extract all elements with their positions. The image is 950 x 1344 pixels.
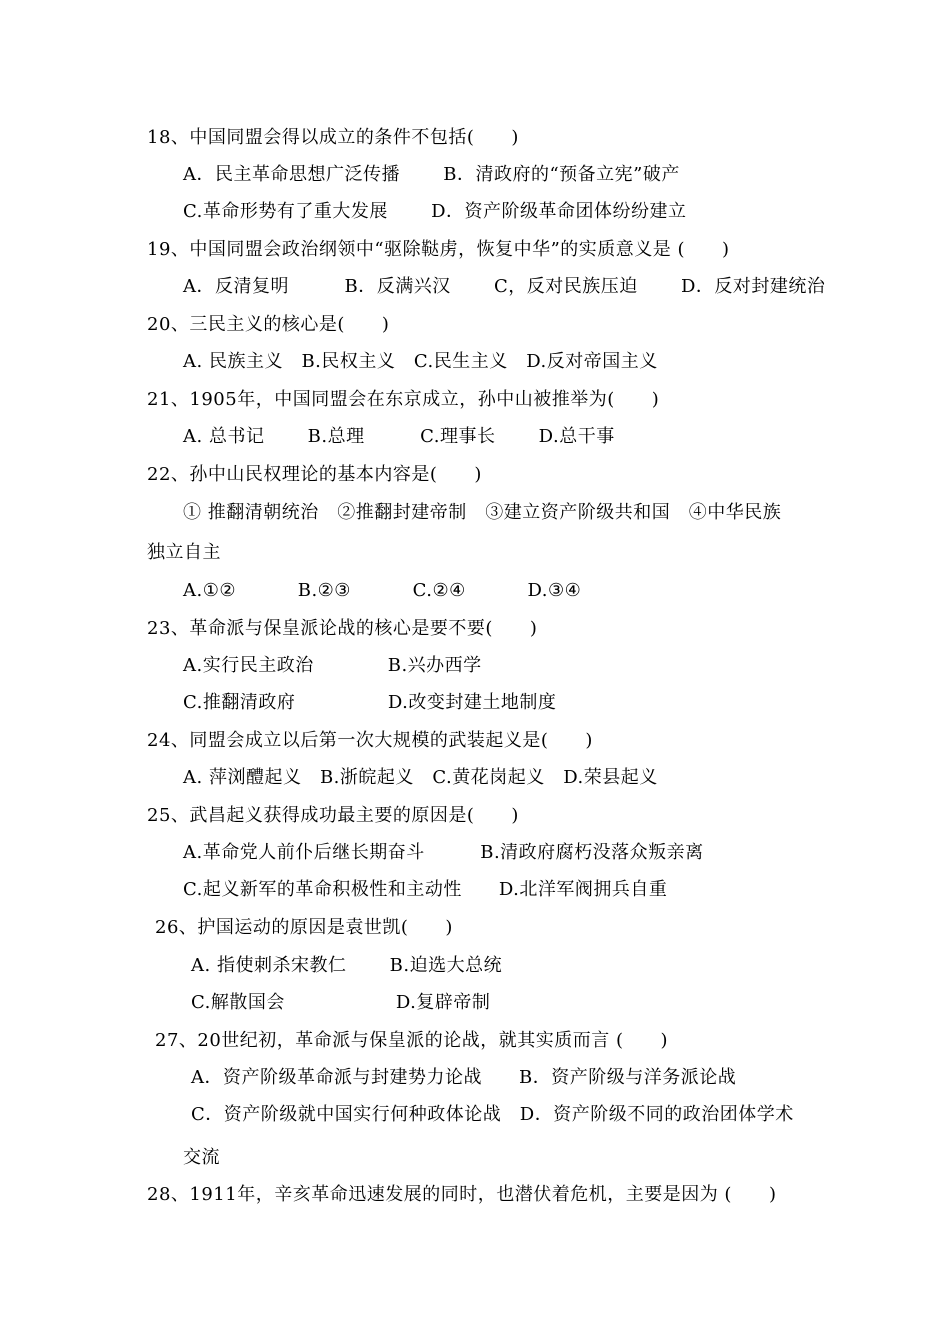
q23-options-cd: C.推翻清政府 D.改变封建土地制度 — [183, 692, 557, 713]
q22-statements: ① 推翻清朝统治 ②推翻封建帝制 ③建立资产阶级共和国 ④中华民族 — [183, 502, 782, 523]
question-19: 19、中国同盟会政治纲领中“驱除鞑虏，恢复中华”的实质意义是 ( ) — [147, 239, 730, 260]
q20-options: A. 民族主义 B.民权主义 C.民生主义 D.反对帝国主义 — [183, 351, 658, 372]
question-26: 26、护国运动的原因是袁世凯( ) — [155, 917, 453, 938]
q18-options-cd: C.革命形势有了重大发展 D．资产阶级革命团体纷纷建立 — [183, 201, 687, 222]
q26-options-ab: A. 指使刺杀宋教仁 B.迫选大总统 — [191, 955, 503, 976]
q22-statements-cont: 独立自主 — [147, 542, 221, 563]
question-27: 27、20世纪初，革命派与保皇派的论战，就其实质而言 ( ) — [155, 1030, 669, 1051]
q18-options-ab: A．民主革命思想广泛传播 B．清政府的“预备立宪”破产 — [183, 164, 680, 185]
question-18: 18、中国同盟会得以成立的条件不包括( ) — [147, 127, 519, 148]
q26-options-cd: C.解散国会 D.复辟帝制 — [191, 992, 491, 1013]
q27-options-ab: A．资产阶级革命派与封建势力论战 B．资产阶级与洋务派论战 — [191, 1067, 737, 1088]
question-22: 22、孙中山民权理论的基本内容是( ) — [147, 464, 482, 485]
q23-options-ab: A.实行民主政治 B.兴办西学 — [183, 655, 482, 676]
q21-options: A. 总书记 B.总理 C.理事长 D.总干事 — [183, 426, 615, 447]
q27-options-cont: 交流 — [183, 1147, 220, 1168]
question-21: 21、1905年，中国同盟会在东京成立，孙中山被推举为( ) — [147, 389, 660, 410]
q27-options-cd: C．资产阶级就中国实行何种政体论战 D．资产阶级不同的政治团体学术 — [191, 1104, 794, 1125]
q24-options: A. 萍浏醴起义 B.浙皖起义 C.黄花岗起义 D.荣县起义 — [183, 767, 658, 788]
question-20: 20、三民主义的核心是( ) — [147, 314, 390, 335]
question-24: 24、同盟会成立以后第一次大规模的武装起义是( ) — [147, 730, 593, 751]
question-23: 23、革命派与保皇派论战的核心是要不要( ) — [147, 618, 538, 639]
question-28: 28、1911年，辛亥革命迅速发展的同时，也潜伏着危机，主要是因为 ( ) — [147, 1184, 777, 1205]
q22-options: A.①② B.②③ C.②④ D.③④ — [183, 580, 582, 601]
q25-options-cd: C.起义新军的革命积极性和主动性 D.北洋军阀拥兵自重 — [183, 879, 668, 900]
question-25: 25、武昌起义获得成功最主要的原因是( ) — [147, 805, 519, 826]
q19-options: A．反清复明 B．反满兴汉 C，反对民族压迫 D．反对封建统治 — [183, 276, 826, 297]
q25-options-ab: A.革命党人前仆后继长期奋斗 B.清政府腐朽没落众叛亲离 — [183, 842, 704, 863]
